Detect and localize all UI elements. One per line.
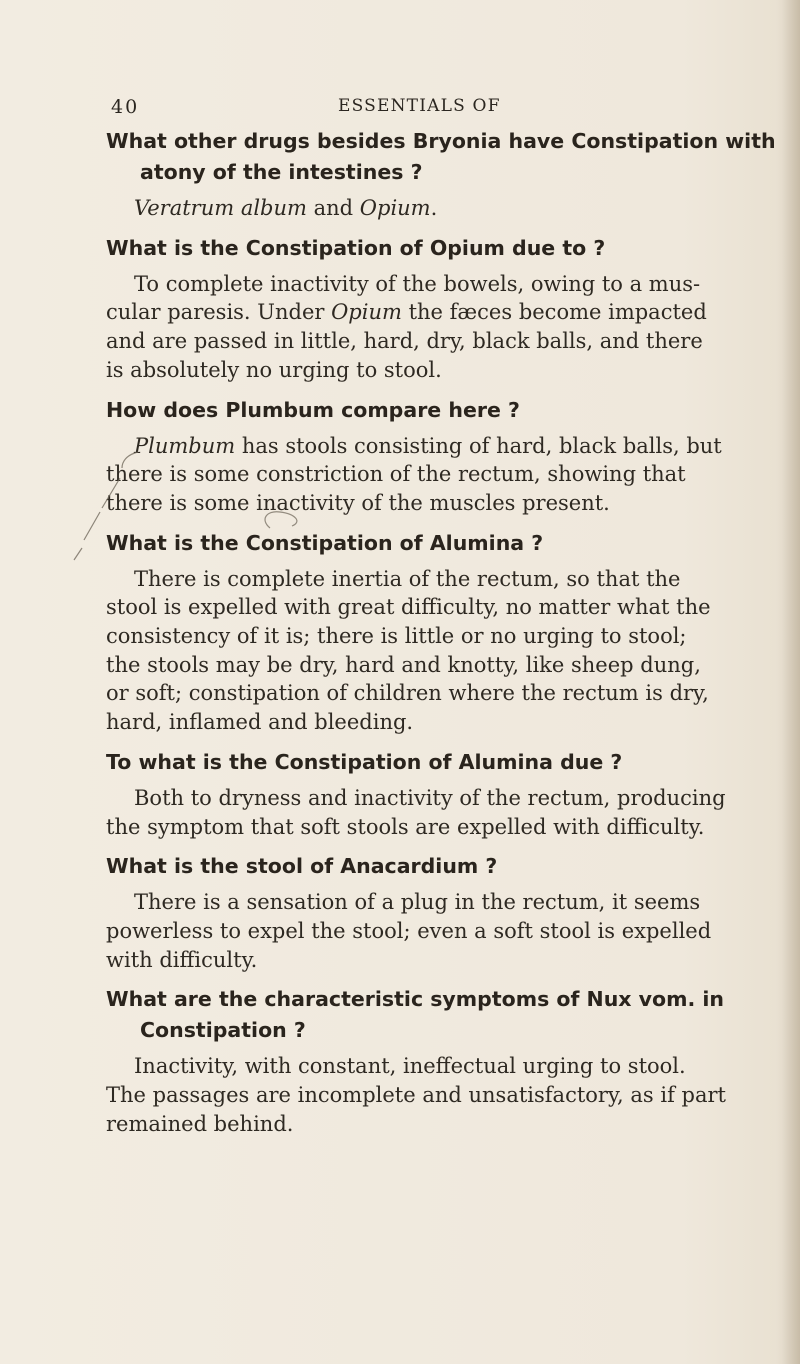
question-plumbum: How does Plumbum compare here ? [106,397,520,422]
question-opium: What is the Constipation of Opium due to ? [106,235,606,260]
question-alumina: What is the Constipation of Alumina ? [106,530,544,555]
page-body [106,126,796,1148]
question-nux-vomica: What are the characteristic symptoms of Nux vom. in Constipation ? [106,987,725,1043]
answer-anacardium: There is a sensation of a plug in the rectum, it seems powerless to expel the stool; even a soft stool is expelled with difficulty. [106,890,712,972]
running-title: ESSENTIALS OF [338,96,501,116]
answer-alumina: There is complete inertia of the rectum, so that the stool is expelled with great difficulty, no matter what the consistency of it is; there is little or no urging to stool; the stools may be dry, hard and knotty, like sheep dung, or soft; constipation of children where the rectum is dry, hard, inflamed and bleeding. [106,566,711,735]
page-number: 40 [111,96,140,118]
answer-alumina-cause: Both to dryness and inactivity of the rectum, producing the symptom that soft stools are expelled with difficulty. [106,785,726,839]
remedy-plumbum: Plumbum [134,433,236,458]
answer-nux-vomica: Inactivity, with constant, ineffectual urging to stool. The passages are incomplete and unsatisfactory, as if part remained behind. [106,1054,726,1136]
question-anacardium: What is the stool of Anacardium ? [106,854,498,879]
answer-bryonia-atony: Veratrum album and Opium. [134,196,438,220]
question-alumina-cause: To what is the Constipation of Alumina due ? [106,749,623,774]
remedy-veratrum: Veratrum album [134,196,307,220]
remedy-opium: Opium [359,196,431,220]
question-bryonia-atony: What other drugs besides Bryonia have Constipation with atony of the intestines ? [106,129,776,184]
remedy-opium-inline: Opium [331,300,402,325]
answer-plumbum: Plumbum has stools consisting of hard, black balls, but there is some constriction of the rectum, showing that there is some inactivity of the muscles present. [106,433,722,515]
answer-opium: To complete inactivity of the bowels, owing to a mus- cular paresis. Under Opium the fæces become impacted and are passed in little, hard, dry, black balls, and there is absolutely no urging to stool. [106,271,707,382]
